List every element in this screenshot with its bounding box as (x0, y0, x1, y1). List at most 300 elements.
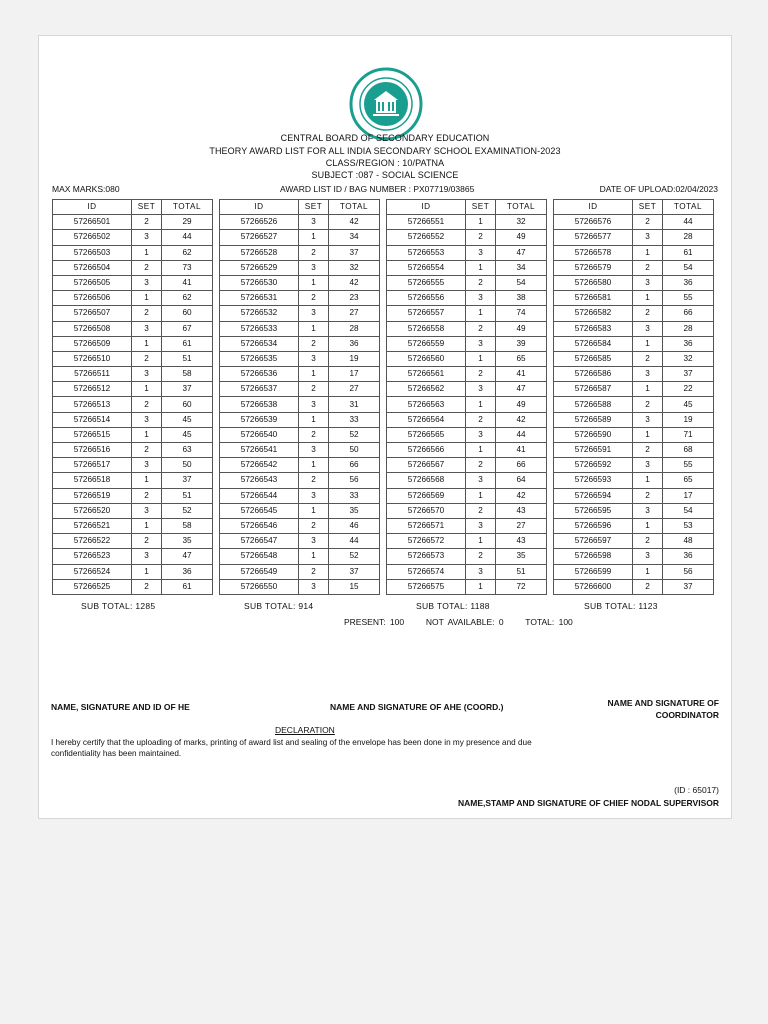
student-id-cell: 57266581 (554, 291, 633, 306)
header-id: ID (220, 200, 299, 215)
total-cell: 47 (496, 382, 547, 397)
table-row (53, 215, 213, 230)
student-id-cell: 57266595 (554, 503, 633, 518)
set-cell: 2 (299, 382, 329, 397)
student-id-cell: 57266520 (53, 503, 132, 518)
set-cell: 3 (132, 503, 162, 518)
student-id-cell: 57266572 (387, 534, 466, 549)
total-cell: 36 (663, 275, 714, 290)
set-cell: 2 (466, 367, 496, 382)
total-cell: 34 (496, 260, 547, 275)
total-cell: 61 (663, 245, 714, 260)
total-cell: 73 (162, 260, 213, 275)
total-cell: 52 (162, 503, 213, 518)
student-id-cell: 57266528 (220, 245, 299, 260)
table-row (387, 473, 547, 488)
table-row (53, 321, 213, 336)
total-cell: 35 (496, 549, 547, 564)
set-cell: 1 (466, 215, 496, 230)
table-row (387, 215, 547, 230)
set-cell: 3 (633, 458, 663, 473)
student-id-cell: 57266574 (387, 564, 466, 579)
set-cell: 2 (299, 291, 329, 306)
set-cell: 3 (132, 321, 162, 336)
total-cell: 32 (496, 215, 547, 230)
set-cell: 1 (633, 518, 663, 533)
student-id-cell: 57266561 (387, 367, 466, 382)
table-row (220, 336, 380, 351)
set-cell: 2 (466, 549, 496, 564)
total-cell: 66 (496, 458, 547, 473)
table-row (53, 518, 213, 533)
set-cell: 2 (633, 443, 663, 458)
total-cell: 37 (663, 367, 714, 382)
table-row (387, 275, 547, 290)
student-id-cell: 57266562 (387, 382, 466, 397)
set-cell: 3 (466, 473, 496, 488)
set-cell: 2 (132, 488, 162, 503)
total-cell: 37 (329, 564, 380, 579)
student-id-cell: 57266556 (387, 291, 466, 306)
subtotal-3: SUB TOTAL: 1188 (416, 601, 490, 611)
total-cell: 32 (663, 351, 714, 366)
total-cell: 44 (663, 215, 714, 230)
table-row (554, 291, 714, 306)
table-row (53, 488, 213, 503)
total-cell: 51 (162, 488, 213, 503)
total-cell: 22 (663, 382, 714, 397)
student-id-cell: 57266550 (220, 579, 299, 594)
set-cell: 3 (299, 397, 329, 412)
table-row (387, 564, 547, 579)
set-cell: 3 (466, 564, 496, 579)
set-cell: 2 (299, 245, 329, 260)
total-cell: 56 (329, 473, 380, 488)
student-id-cell: 57266541 (220, 443, 299, 458)
total-cell: 38 (496, 291, 547, 306)
table-row (53, 336, 213, 351)
total-cell: 55 (663, 291, 714, 306)
set-cell: 2 (466, 503, 496, 518)
table-row (387, 518, 547, 533)
table-row (387, 397, 547, 412)
table-row (220, 306, 380, 321)
table-row (554, 579, 714, 594)
subject: SUBJECT :087 - SOCIAL SCIENCE (311, 170, 459, 180)
table-row (220, 321, 380, 336)
table-row (554, 412, 714, 427)
set-cell: 3 (633, 549, 663, 564)
table-row (53, 397, 213, 412)
total-cell: 42 (329, 215, 380, 230)
table-row (53, 382, 213, 397)
table-row (554, 427, 714, 442)
student-id-cell: 57266585 (554, 351, 633, 366)
student-id-cell: 57266589 (554, 412, 633, 427)
set-cell: 2 (466, 275, 496, 290)
coordinator-line-2: COORDINATOR (655, 710, 719, 720)
table-row (554, 215, 714, 230)
set-cell: 1 (466, 351, 496, 366)
student-id-cell: 57266571 (387, 518, 466, 533)
total-cell: 19 (329, 351, 380, 366)
student-id-cell: 57266555 (387, 275, 466, 290)
total-cell: 56 (663, 564, 714, 579)
table-row (220, 260, 380, 275)
set-cell: 3 (466, 291, 496, 306)
table-row (387, 230, 547, 245)
set-cell: 1 (132, 473, 162, 488)
table-row (53, 412, 213, 427)
table-row (220, 427, 380, 442)
set-cell: 3 (132, 549, 162, 564)
header-set: SET (466, 200, 496, 215)
total-cell: 72 (496, 579, 547, 594)
set-cell: 1 (299, 321, 329, 336)
student-id-cell: 57266537 (220, 382, 299, 397)
table-row (387, 367, 547, 382)
set-cell: 2 (132, 579, 162, 594)
total-cell: 29 (162, 215, 213, 230)
table-row (554, 260, 714, 275)
table-row (554, 443, 714, 458)
total-cell: 58 (162, 518, 213, 533)
set-cell: 3 (466, 518, 496, 533)
student-id-cell: 57266559 (387, 336, 466, 351)
table-row (387, 291, 547, 306)
class-region: CLASS/REGION : 10/PATNA (325, 158, 445, 168)
table-row (554, 458, 714, 473)
set-cell: 1 (132, 518, 162, 533)
set-cell: 3 (633, 412, 663, 427)
table-row (220, 579, 380, 594)
set-cell: 1 (633, 427, 663, 442)
marks-table-2 (219, 199, 380, 595)
set-cell: 3 (299, 579, 329, 594)
total-cell: 34 (329, 230, 380, 245)
table-row (387, 336, 547, 351)
student-id-cell: 57266547 (220, 534, 299, 549)
set-cell: 3 (132, 412, 162, 427)
table-row (554, 321, 714, 336)
student-id-cell: 57266584 (554, 336, 633, 351)
table-row (554, 534, 714, 549)
total-cell: 65 (663, 473, 714, 488)
student-id-cell: 57266579 (554, 260, 633, 275)
student-id-cell: 57266583 (554, 321, 633, 336)
award-list-page (38, 35, 732, 819)
total-cell: 42 (496, 488, 547, 503)
total-cell: 31 (329, 397, 380, 412)
table-row (387, 321, 547, 336)
total-cell: 74 (496, 306, 547, 321)
student-id-cell: 57266580 (554, 275, 633, 290)
student-id-cell: 57266549 (220, 564, 299, 579)
header-id: ID (53, 200, 132, 215)
set-cell: 1 (132, 336, 162, 351)
total-cell: 65 (496, 351, 547, 366)
set-cell: 1 (132, 245, 162, 260)
total-cell: 49 (496, 321, 547, 336)
student-id-cell: 57266597 (554, 534, 633, 549)
attendance-summary: PRESENT: 100 NOT AVAILABLE: 0 TOTAL: 100 (344, 617, 573, 627)
total-cell: 33 (329, 412, 380, 427)
total-cell: 44 (329, 534, 380, 549)
total-cell: 63 (162, 443, 213, 458)
subtotal-2: SUB TOTAL: 914 (244, 601, 314, 611)
set-cell: 3 (633, 321, 663, 336)
set-cell: 3 (299, 260, 329, 275)
table-row (387, 382, 547, 397)
set-cell: 2 (299, 473, 329, 488)
table-row (53, 230, 213, 245)
chief-id: (ID : 65017) (674, 785, 719, 795)
table-row (53, 443, 213, 458)
set-cell: 2 (466, 230, 496, 245)
student-id-cell: 57266509 (53, 336, 132, 351)
table-row (387, 549, 547, 564)
set-cell: 1 (132, 564, 162, 579)
total-cell: 41 (496, 443, 547, 458)
student-id-cell: 57266530 (220, 275, 299, 290)
total-cell: 60 (162, 397, 213, 412)
set-cell: 3 (466, 245, 496, 260)
table-row (387, 488, 547, 503)
declaration-title: DECLARATION (275, 725, 335, 735)
total-cell: 53 (663, 518, 714, 533)
table-row (220, 397, 380, 412)
total-cell: 46 (329, 518, 380, 533)
he-signature-label: NAME, SIGNATURE AND ID OF HE (51, 702, 190, 712)
total-cell: 36 (663, 336, 714, 351)
set-cell: 2 (299, 427, 329, 442)
total-cell: 32 (329, 260, 380, 275)
table-row (220, 534, 380, 549)
total-cell: 71 (663, 427, 714, 442)
total-cell: 27 (329, 382, 380, 397)
student-id-cell: 57266511 (53, 367, 132, 382)
table-row (387, 427, 547, 442)
set-cell: 3 (633, 275, 663, 290)
total-cell: 49 (496, 230, 547, 245)
header-total: TOTAL (329, 200, 380, 215)
total-cell: 33 (329, 488, 380, 503)
set-cell: 2 (299, 336, 329, 351)
set-cell: 3 (132, 367, 162, 382)
set-cell: 2 (466, 458, 496, 473)
set-cell: 3 (299, 488, 329, 503)
student-id-cell: 57266522 (53, 534, 132, 549)
table-row (53, 579, 213, 594)
set-cell: 1 (299, 458, 329, 473)
set-cell: 2 (132, 215, 162, 230)
table-row (220, 351, 380, 366)
total-cell: 45 (162, 412, 213, 427)
total-cell: 66 (663, 306, 714, 321)
set-cell: 2 (466, 412, 496, 427)
student-id-cell: 57266531 (220, 291, 299, 306)
student-id-cell: 57266527 (220, 230, 299, 245)
set-cell: 3 (633, 230, 663, 245)
table-row (387, 306, 547, 321)
total-cell: 41 (496, 367, 547, 382)
student-id-cell: 57266543 (220, 473, 299, 488)
total-cell: 64 (496, 473, 547, 488)
table-row (220, 230, 380, 245)
set-cell: 3 (299, 351, 329, 366)
table-row (387, 503, 547, 518)
total-cell: 35 (329, 503, 380, 518)
total-cell: 50 (162, 458, 213, 473)
total-cell: 67 (162, 321, 213, 336)
set-cell: 1 (466, 488, 496, 503)
total-cell: 17 (663, 488, 714, 503)
student-id-cell: 57266539 (220, 412, 299, 427)
set-cell: 3 (466, 336, 496, 351)
total-cell: 42 (329, 275, 380, 290)
student-id-cell: 57266592 (554, 458, 633, 473)
table-row (387, 458, 547, 473)
student-id-cell: 57266501 (53, 215, 132, 230)
table-row (387, 260, 547, 275)
table-row (387, 534, 547, 549)
student-id-cell: 57266513 (53, 397, 132, 412)
set-cell: 2 (633, 534, 663, 549)
student-id-cell: 57266587 (554, 382, 633, 397)
student-id-cell: 57266558 (387, 321, 466, 336)
student-id-cell: 57266502 (53, 230, 132, 245)
total-cell: 52 (329, 427, 380, 442)
total-cell: 62 (162, 245, 213, 260)
student-id-cell: 57266548 (220, 549, 299, 564)
exam-title: THEORY AWARD LIST FOR ALL INDIA SECONDARY SCHOOL EXAMINATION-2023 (209, 146, 561, 156)
total-cell: 41 (162, 275, 213, 290)
student-id-cell: 57266512 (53, 382, 132, 397)
student-id-cell: 57266503 (53, 245, 132, 260)
set-cell: 1 (466, 579, 496, 594)
table-row (220, 215, 380, 230)
table-row (53, 503, 213, 518)
set-cell: 2 (466, 321, 496, 336)
total-cell: 36 (329, 336, 380, 351)
set-cell: 3 (633, 503, 663, 518)
coordinator-line-1: NAME AND SIGNATURE OF (607, 698, 719, 708)
total-cell: 61 (162, 579, 213, 594)
total-cell: 17 (329, 367, 380, 382)
table-row (53, 427, 213, 442)
set-cell: 3 (633, 367, 663, 382)
marks-table-1 (52, 199, 213, 595)
date-of-upload: DATE OF UPLOAD:02/04/2023 (599, 184, 718, 194)
table-row (220, 488, 380, 503)
total-cell: 28 (663, 230, 714, 245)
student-id-cell: 57266523 (53, 549, 132, 564)
table-row (53, 458, 213, 473)
set-cell: 1 (466, 534, 496, 549)
table-row (53, 245, 213, 260)
ahe-signature-label: NAME AND SIGNATURE OF AHE (COORD.) (330, 702, 504, 712)
student-id-cell: 57266566 (387, 443, 466, 458)
table-row (387, 579, 547, 594)
set-cell: 3 (132, 230, 162, 245)
total-cell: 60 (162, 306, 213, 321)
set-cell: 2 (633, 260, 663, 275)
student-id-cell: 57266546 (220, 518, 299, 533)
total-cell: 54 (663, 503, 714, 518)
total-cell: 62 (162, 291, 213, 306)
student-id-cell: 57266540 (220, 427, 299, 442)
student-id-cell: 57266590 (554, 427, 633, 442)
total-cell: 28 (663, 321, 714, 336)
set-cell: 1 (299, 549, 329, 564)
award-list-id: AWARD LIST ID / BAG NUMBER : PX07719/03865 (280, 184, 475, 194)
student-id-cell: 57266506 (53, 291, 132, 306)
table-row (554, 564, 714, 579)
student-id-cell: 57266535 (220, 351, 299, 366)
student-id-cell: 57266519 (53, 488, 132, 503)
set-cell: 3 (299, 215, 329, 230)
student-id-cell: 57266553 (387, 245, 466, 260)
subtotal-1: SUB TOTAL: 1285 (81, 601, 156, 611)
student-id-cell: 57266536 (220, 367, 299, 382)
total-cell: 27 (329, 306, 380, 321)
table-row (53, 291, 213, 306)
student-id-cell: 57266517 (53, 458, 132, 473)
table-row (53, 473, 213, 488)
cbse-emblem-icon (349, 67, 423, 141)
total-cell: 37 (162, 382, 213, 397)
board-title: CENTRAL BOARD OF SECONDARY EDUCATION (280, 133, 490, 143)
total-cell: 45 (663, 397, 714, 412)
student-id-cell: 57266514 (53, 412, 132, 427)
total-cell: 68 (663, 443, 714, 458)
set-cell: 2 (633, 579, 663, 594)
student-id-cell: 57266504 (53, 260, 132, 275)
total-cell: 45 (162, 427, 213, 442)
table-row (53, 564, 213, 579)
total-cell: 55 (663, 458, 714, 473)
student-id-cell: 57266542 (220, 458, 299, 473)
total-cell: 37 (162, 473, 213, 488)
set-cell: 3 (132, 275, 162, 290)
set-cell: 2 (132, 351, 162, 366)
table-row (53, 534, 213, 549)
set-cell: 3 (466, 382, 496, 397)
total-cell: 19 (663, 412, 714, 427)
student-id-cell: 57266591 (554, 443, 633, 458)
student-id-cell: 57266515 (53, 427, 132, 442)
set-cell: 1 (299, 367, 329, 382)
table-row (554, 518, 714, 533)
student-id-cell: 57266551 (387, 215, 466, 230)
set-cell: 1 (299, 503, 329, 518)
set-cell: 1 (633, 245, 663, 260)
table-row (387, 443, 547, 458)
student-id-cell: 57266575 (387, 579, 466, 594)
set-cell: 1 (466, 260, 496, 275)
student-id-cell: 57266596 (554, 518, 633, 533)
table-row (554, 336, 714, 351)
total-cell: 44 (496, 427, 547, 442)
set-cell: 1 (299, 412, 329, 427)
marks-table-4 (553, 199, 714, 595)
table-row (220, 473, 380, 488)
table-row (554, 230, 714, 245)
total-cell: 61 (162, 336, 213, 351)
total-cell: 42 (496, 412, 547, 427)
total-cell: 27 (496, 518, 547, 533)
set-cell: 1 (132, 427, 162, 442)
